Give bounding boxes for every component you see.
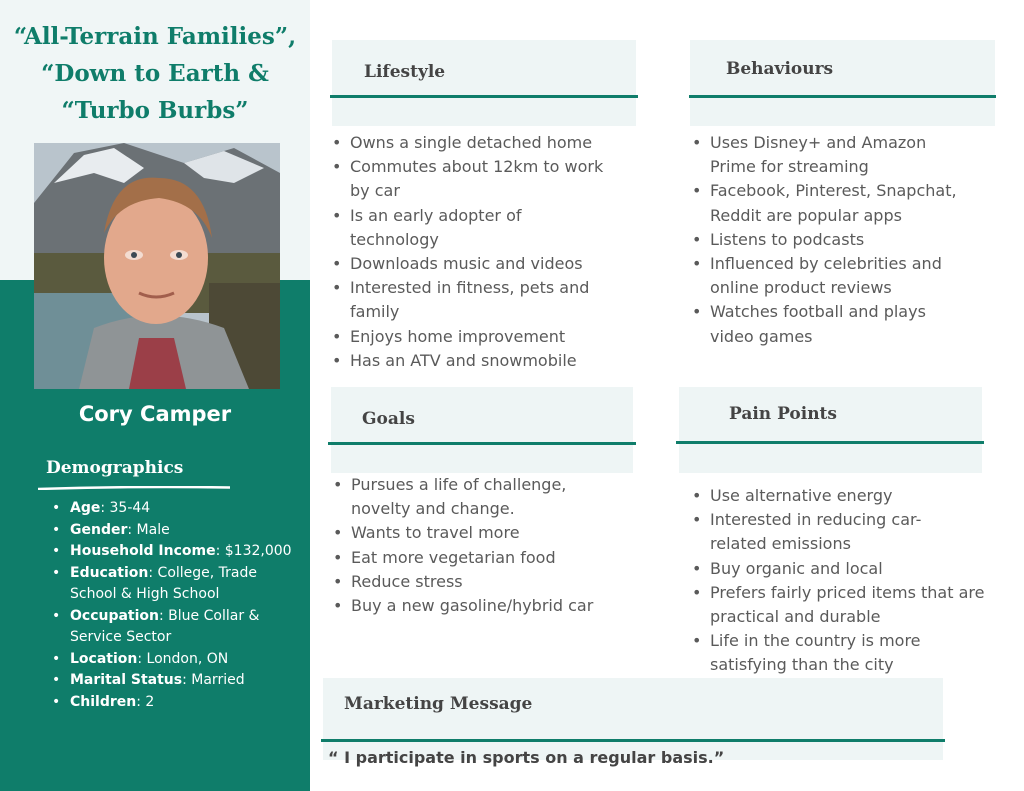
lifestyle-header (332, 40, 636, 126)
pain-points-list (690, 484, 995, 678)
demographic-item (52, 649, 292, 671)
demographic-value: : 2 (136, 693, 155, 710)
pain-points-item: • Prefers fairly priced items that are practical and durable (690, 581, 995, 629)
persona-name: Cory Camper (78, 402, 232, 426)
behaviours-list (690, 131, 990, 349)
pain-points-item: • Life in the country is more satisfying than the city (690, 629, 995, 677)
demographic-value: : 35-44 (100, 500, 151, 516)
lifestyle-item: • Interested in fitness, pets and family (330, 276, 630, 324)
demographic-value: : College, Trade School & High School (70, 564, 258, 602)
demographic-label: Age (70, 500, 101, 516)
demographic-label: Children (70, 693, 137, 710)
lifestyle-item: • Commutes about 12km to work by car (330, 155, 606, 203)
lifestyle-item: • Enjoys home improvement (330, 325, 630, 349)
demographic-value: : London, ON (137, 650, 229, 667)
goals-item: • Eat more vegetarian food (331, 546, 631, 570)
demographic-item (52, 541, 292, 563)
demographics-heading: Demographics (46, 458, 184, 478)
behaviours-item: • Influenced by celebrities and online product reviews (690, 252, 990, 300)
segment-line: “Down to Earth & (41, 60, 269, 87)
pain-points-item: • Interested in reducing car-related emissions (690, 508, 965, 556)
pain-points-item: • Buy organic and local (690, 557, 995, 581)
demographic-item (52, 520, 292, 542)
lifestyle-title: Lifestyle (364, 62, 446, 82)
demographic-item (52, 606, 292, 649)
lifestyle-list (330, 131, 630, 373)
demographics-underline (38, 486, 230, 490)
behaviours-title: Behaviours (726, 59, 834, 79)
marketing-rule (321, 739, 945, 742)
goals-item: • Pursues a life of challenge, novelty and change. (331, 473, 611, 521)
lifestyle-item: • Has an ATV and snowmobile (330, 349, 630, 373)
demographics-list (52, 498, 292, 713)
behaviours-rule (689, 95, 996, 98)
demographic-value: : Male (127, 521, 170, 538)
goals-title: Goals (362, 409, 415, 429)
pain-points-rule (676, 441, 984, 444)
segment-title (0, 18, 310, 129)
goals-item: • Wants to travel more (331, 521, 631, 545)
demographic-item (52, 692, 292, 714)
goals-item: • Buy a new gasoline/hybrid car (331, 594, 631, 618)
lifestyle-item: • Downloads music and videos (330, 252, 630, 276)
demographic-value: : Married (182, 672, 245, 688)
goals-rule (328, 442, 636, 445)
marketing-quote: “ I participate in sports on a regular basis.” (328, 748, 725, 767)
marketing-title: Marketing Message (344, 694, 533, 714)
demographic-label: Household Income (70, 543, 216, 559)
pain-points-header (679, 387, 982, 473)
segment-line: “All-Terrain Families”, (13, 23, 297, 50)
lifestyle-rule (330, 95, 638, 98)
demographic-item (52, 498, 292, 520)
demographic-label: Marital Status (70, 672, 183, 688)
behaviours-item: • Uses Disney+ and Amazon Prime for streaming (690, 131, 960, 179)
goals-list (331, 473, 631, 618)
pain-points-title: Pain Points (729, 404, 837, 424)
demographic-value: : Blue Collar & Service Sector (70, 607, 260, 645)
behaviours-header (690, 40, 995, 126)
demographic-label: Location (70, 650, 138, 667)
demographic-value: : $132,000 (215, 543, 292, 559)
demographic-label: Gender (70, 521, 128, 538)
persona-photo (34, 143, 280, 389)
demographic-label: Education (70, 564, 149, 581)
behaviours-item: • Facebook, Pinterest, Snapchat, Reddit are popular apps (690, 179, 990, 227)
demographic-item (52, 563, 292, 606)
segment-line: “Turbo Burbs” (61, 97, 249, 124)
goals-header (331, 387, 633, 473)
demographic-item (52, 670, 292, 692)
behaviours-item: • Listens to podcasts (690, 228, 990, 252)
pain-points-item: • Use alternative energy (690, 484, 995, 508)
goals-item: • Reduce stress (331, 570, 631, 594)
demographic-label: Occupation (70, 607, 160, 624)
behaviours-item: • Watches football and plays video games (690, 300, 960, 348)
lifestyle-item: • Is an early adopter of technology (330, 204, 570, 252)
lifestyle-item: • Owns a single detached home (330, 131, 630, 155)
